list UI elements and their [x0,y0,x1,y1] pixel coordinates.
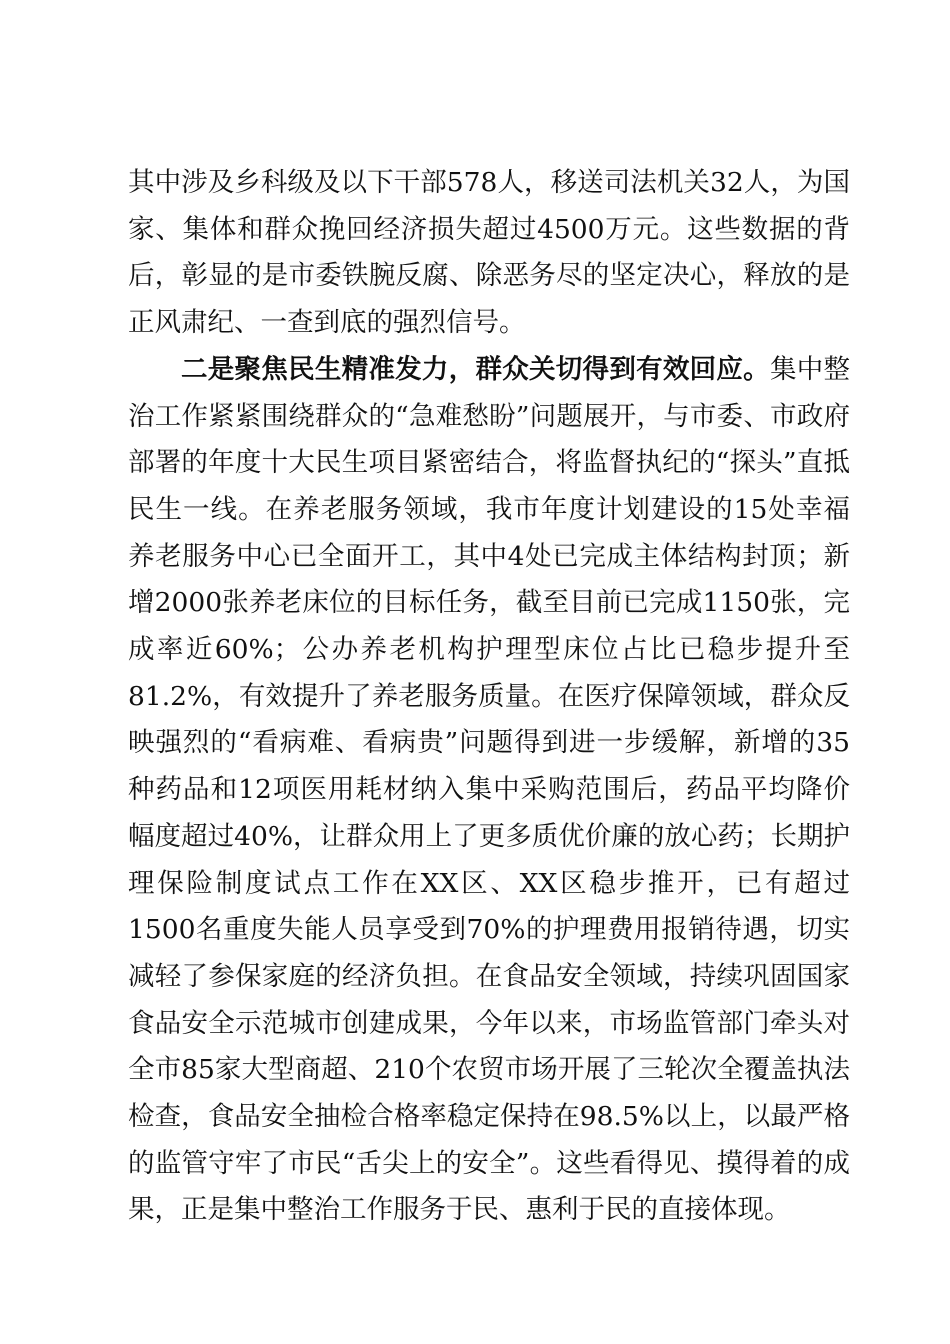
paragraph-2-lead: 二是聚焦民生精准发力，群众关切得到有效回应。 [181,353,770,385]
paragraph-2 [128,347,850,1234]
document-body [128,160,850,1234]
paragraph-1: 其中涉及乡科级及以下干部578人，移送司法机关32人，为国家、集体和群众挽回经济损失超过4500万元。这些数据的背后，彰显的是市委铁腕反腐、除恶务尽的坚定决心，释放的是正风肃纪、一查到底的强烈信号。 [128,167,850,339]
paragraph-2-body: 集中整治工作紧紧围绕群众的“急难愁盼”问题展开，与市委、市政府部署的年度十大民生项目紧密结合，将监督执纪的“探头”直抵民生一线。在养老服务领域，我市年度计划建设的15处幸福养老服务中心已全面开工，其中4处已完成主体结构封顶；新增2000张养老床位的目标任务，截至目前已完成1150张，完成率近60%；公办养老机构护理型床位占比已稳步提升至81.2%，有效提升了养老服务质量。在医疗保障领域，群众反映强烈的“看病难、看病贵”问题得到进一步缓解，新增的35种药品和12项医用耗材纳入集中采购范围后，药品平均降价幅度超过40%，让群众用上了更多质优价廉的放心药；长期护理保险制度试点工作在XX区、XX区稳步推开，已有超过1500名重度失能人员享受到70%的护理费用报销待遇，切实减轻了参保家庭的经济负担。在食品安全领域，持续巩固国家食品安全示范城市创建成果，今年以来，市场监管部门牵头对全市85家大型商超、210个农贸市场开展了三轮次全覆盖执法检查，食品安全抽检合格率稳定保持在98.5%以上，以最严格的监管守牢了市民“舌尖上的安全”。这些看得见、摸得着的成果，正是集中整治工作服务于民、惠利于民的直接体现。 [128,353,851,1226]
